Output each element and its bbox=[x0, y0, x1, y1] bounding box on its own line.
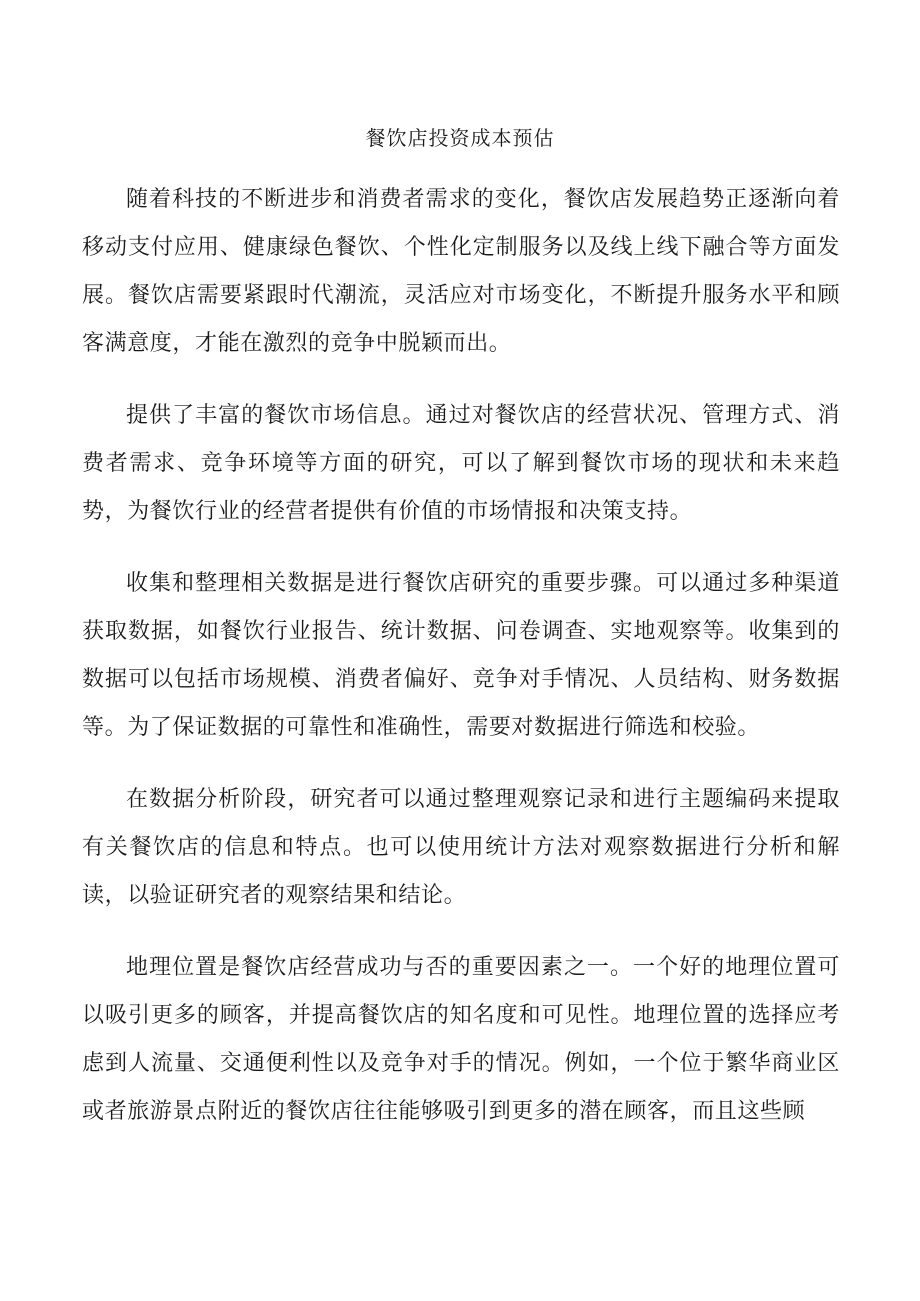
paragraph-2: 提供了丰富的餐饮市场信息。通过对餐饮店的经营状况、管理方式、消费者需求、竞争环境等方面的研究，可以了解到餐饮市场的现状和未来趋势，为餐饮行业的经营者提供有价值的市场情报和决策支持。 bbox=[82, 403, 840, 524]
paragraph-1: 随着科技的不断进步和消费者需求的变化，餐饮店发展趋势正逐渐向着移动支付应用、健康绿色餐饮、个性化定制服务以及线上线下融合等方面发展。餐饮店需要紧跟时代潮流，灵活应对市场变化，不断提升服务水平和顾客满意度，才能在激烈的竞争中脱颖而出。 bbox=[82, 187, 840, 356]
paragraph-3: 收集和整理相关数据是进行餐饮店研究的重要步骤。可以通过多种渠道获取数据，如餐饮行业报告、统计数据、问卷调查、实地观察等。收集到的数据可以包括市场规模、消费者偏好、竞争对手情况、人员结构、财务数据等。为了保证数据的可靠性和准确性，需要对数据进行筛选和校验。 bbox=[82, 571, 840, 740]
document-title: 餐饮店投资成本预估 bbox=[365, 126, 555, 150]
paragraph-5: 地理位置是餐饮店经营成功与否的重要因素之一。一个好的地理位置可以吸引更多的顾客，并提高餐饮店的知名度和可见性。地理位置的选择应考虑到人流量、交通便利性以及竞争对手的情况。例如，一个位于繁华商业区或者旅游景点附近的餐饮店往往能够吸引到更多的潜在顾客，而且这些顾 bbox=[82, 955, 840, 1124]
paragraph-4: 在数据分析阶段，研究者可以通过整理观察记录和进行主题编码来提取有关餐饮店的信息和特点。也可以使用统计方法对观察数据进行分析和解读，以验证研究者的观察结果和结论。 bbox=[82, 787, 840, 908]
document-body bbox=[82, 176, 840, 1160]
